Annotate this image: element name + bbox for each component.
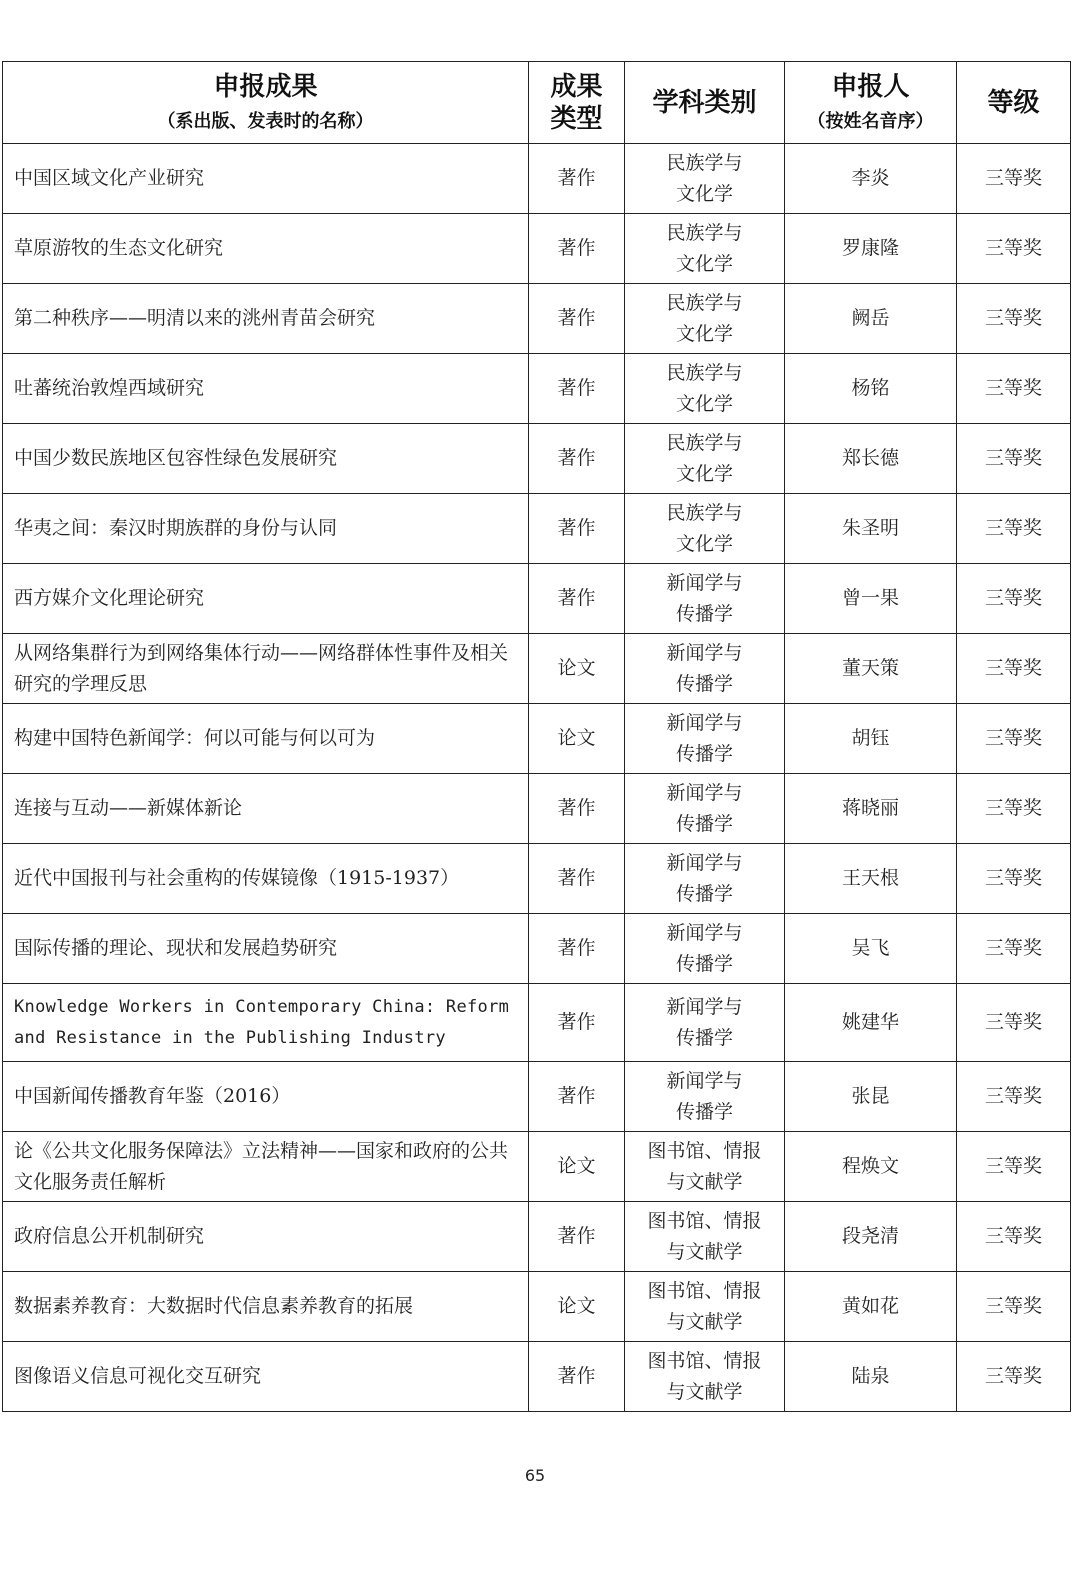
header-type <box>529 62 625 144</box>
cell-grade: 三等奖 <box>957 704 1071 774</box>
cell-applicant: 吴飞 <box>785 914 957 984</box>
header-applicant-main: 申报人 <box>831 71 910 102</box>
header-type-line1: 成果 <box>550 71 603 102</box>
cell-type: 著作 <box>529 774 625 844</box>
cell-grade: 三等奖 <box>957 494 1071 564</box>
cell-grade: 三等奖 <box>957 354 1071 424</box>
cell-title: 中国新闻传播教育年鉴（2016） <box>3 1062 529 1132</box>
table-row <box>3 984 1071 1062</box>
table-row <box>3 1342 1071 1412</box>
cell-title: 从网络集群行为到网络集体行动——网络群体性事件及相关研究的学理反思 <box>3 634 529 704</box>
cell-type: 论文 <box>529 1132 625 1202</box>
cell-discipline: 民族学与 文化学 <box>625 284 785 354</box>
table-row <box>3 564 1071 634</box>
cell-discipline: 新闻学与 传播学 <box>625 984 785 1062</box>
cell-applicant: 蒋晓丽 <box>785 774 957 844</box>
cell-discipline: 图书馆、情报 与文献学 <box>625 1132 785 1202</box>
cell-title: 国际传播的理论、现状和发展趋势研究 <box>3 914 529 984</box>
cell-discipline: 图书馆、情报 与文献学 <box>625 1342 785 1412</box>
header-discipline <box>625 62 785 144</box>
cell-grade: 三等奖 <box>957 634 1071 704</box>
header-grade <box>957 62 1071 144</box>
cell-title: 草原游牧的生态文化研究 <box>3 214 529 284</box>
cell-discipline: 新闻学与 传播学 <box>625 634 785 704</box>
cell-grade: 三等奖 <box>957 914 1071 984</box>
cell-grade: 三等奖 <box>957 214 1071 284</box>
cell-applicant: 曾一果 <box>785 564 957 634</box>
cell-title: 第二种秩序——明清以来的洮州青苗会研究 <box>3 284 529 354</box>
cell-type: 著作 <box>529 914 625 984</box>
cell-title: 构建中国特色新闻学：何以可能与何以可为 <box>3 704 529 774</box>
cell-applicant: 段尧清 <box>785 1202 957 1272</box>
cell-title: 数据素养教育：大数据时代信息素养教育的拓展 <box>3 1272 529 1342</box>
cell-grade: 三等奖 <box>957 284 1071 354</box>
cell-title: Knowledge Workers in Contemporary China: Reform and Resistance in the Publishing Industry <box>3 984 529 1062</box>
cell-title: 连接与互动——新媒体新论 <box>3 774 529 844</box>
cell-discipline: 新闻学与 传播学 <box>625 704 785 774</box>
table-row <box>3 1132 1071 1202</box>
cell-discipline: 民族学与 文化学 <box>625 424 785 494</box>
cell-grade: 三等奖 <box>957 1132 1071 1202</box>
cell-title: 华夷之间：秦汉时期族群的身份与认同 <box>3 494 529 564</box>
cell-applicant: 胡钰 <box>785 704 957 774</box>
table-row <box>3 704 1071 774</box>
cell-applicant: 罗康隆 <box>785 214 957 284</box>
cell-type: 著作 <box>529 284 625 354</box>
cell-title: 吐蕃统治敦煌西域研究 <box>3 354 529 424</box>
cell-grade: 三等奖 <box>957 564 1071 634</box>
cell-discipline: 民族学与 文化学 <box>625 214 785 284</box>
cell-applicant: 阙岳 <box>785 284 957 354</box>
page-number: 65 <box>524 1466 546 1485</box>
header-discipline-label: 学科类别 <box>652 87 757 118</box>
cell-grade: 三等奖 <box>957 1342 1071 1412</box>
cell-discipline: 新闻学与 传播学 <box>625 774 785 844</box>
table-header-row <box>3 62 1071 144</box>
table-row <box>3 494 1071 564</box>
cell-discipline: 图书馆、情报 与文献学 <box>625 1202 785 1272</box>
table-row <box>3 214 1071 284</box>
cell-applicant: 李炎 <box>785 144 957 214</box>
cell-applicant: 程焕文 <box>785 1132 957 1202</box>
cell-applicant: 朱圣明 <box>785 494 957 564</box>
cell-discipline: 新闻学与 传播学 <box>625 1062 785 1132</box>
table-body <box>3 144 1071 1412</box>
cell-title: 西方媒介文化理论研究 <box>3 564 529 634</box>
cell-grade: 三等奖 <box>957 1272 1071 1342</box>
cell-grade: 三等奖 <box>957 424 1071 494</box>
table-row <box>3 1272 1071 1342</box>
cell-type: 著作 <box>529 214 625 284</box>
table-row <box>3 354 1071 424</box>
cell-discipline: 民族学与 文化学 <box>625 494 785 564</box>
table-row <box>3 774 1071 844</box>
header-title-sub: （系出版、发表时的名称） <box>157 110 374 132</box>
cell-type: 论文 <box>529 1272 625 1342</box>
cell-applicant: 杨铭 <box>785 354 957 424</box>
cell-grade: 三等奖 <box>957 984 1071 1062</box>
table-row <box>3 1062 1071 1132</box>
cell-applicant: 董天策 <box>785 634 957 704</box>
cell-type: 著作 <box>529 564 625 634</box>
header-title-main: 申报成果 <box>213 71 318 102</box>
cell-applicant: 张昆 <box>785 1062 957 1132</box>
cell-applicant: 郑长德 <box>785 424 957 494</box>
header-grade-label: 等级 <box>987 87 1040 118</box>
header-type-line2: 类型 <box>550 103 603 134</box>
table-row <box>3 1202 1071 1272</box>
cell-discipline: 民族学与 文化学 <box>625 354 785 424</box>
cell-discipline: 新闻学与 传播学 <box>625 844 785 914</box>
table-row <box>3 144 1071 214</box>
table-row <box>3 424 1071 494</box>
cell-type: 著作 <box>529 1202 625 1272</box>
cell-grade: 三等奖 <box>957 774 1071 844</box>
cell-title: 政府信息公开机制研究 <box>3 1202 529 1272</box>
cell-type: 著作 <box>529 354 625 424</box>
cell-type: 著作 <box>529 424 625 494</box>
cell-discipline: 图书馆、情报 与文献学 <box>625 1272 785 1342</box>
table-row <box>3 844 1071 914</box>
cell-title: 论《公共文化服务保障法》立法精神——国家和政府的公共文化服务责任解析 <box>3 1132 529 1202</box>
cell-type: 著作 <box>529 984 625 1062</box>
cell-type: 著作 <box>529 144 625 214</box>
cell-title: 近代中国报刊与社会重构的传媒镜像（1915-1937） <box>3 844 529 914</box>
cell-grade: 三等奖 <box>957 1202 1071 1272</box>
cell-type: 著作 <box>529 1342 625 1412</box>
table-row <box>3 284 1071 354</box>
awards-table <box>2 61 1071 1412</box>
header-applicant-sub: （按姓名音序） <box>807 110 934 132</box>
cell-title: 中国少数民族地区包容性绿色发展研究 <box>3 424 529 494</box>
cell-type: 著作 <box>529 494 625 564</box>
cell-applicant: 王天根 <box>785 844 957 914</box>
cell-grade: 三等奖 <box>957 1062 1071 1132</box>
cell-grade: 三等奖 <box>957 144 1071 214</box>
table-row <box>3 914 1071 984</box>
cell-applicant: 陆泉 <box>785 1342 957 1412</box>
cell-title: 图像语义信息可视化交互研究 <box>3 1342 529 1412</box>
header-applicant <box>785 62 957 144</box>
cell-discipline: 新闻学与 传播学 <box>625 914 785 984</box>
cell-discipline: 新闻学与 传播学 <box>625 564 785 634</box>
table-row <box>3 634 1071 704</box>
header-title <box>3 62 529 144</box>
cell-title: 中国区域文化产业研究 <box>3 144 529 214</box>
cell-applicant: 姚建华 <box>785 984 957 1062</box>
cell-type: 论文 <box>529 704 625 774</box>
cell-applicant: 黄如花 <box>785 1272 957 1342</box>
cell-discipline: 民族学与 文化学 <box>625 144 785 214</box>
cell-type: 著作 <box>529 1062 625 1132</box>
cell-grade: 三等奖 <box>957 844 1071 914</box>
cell-type: 著作 <box>529 844 625 914</box>
cell-type: 论文 <box>529 634 625 704</box>
